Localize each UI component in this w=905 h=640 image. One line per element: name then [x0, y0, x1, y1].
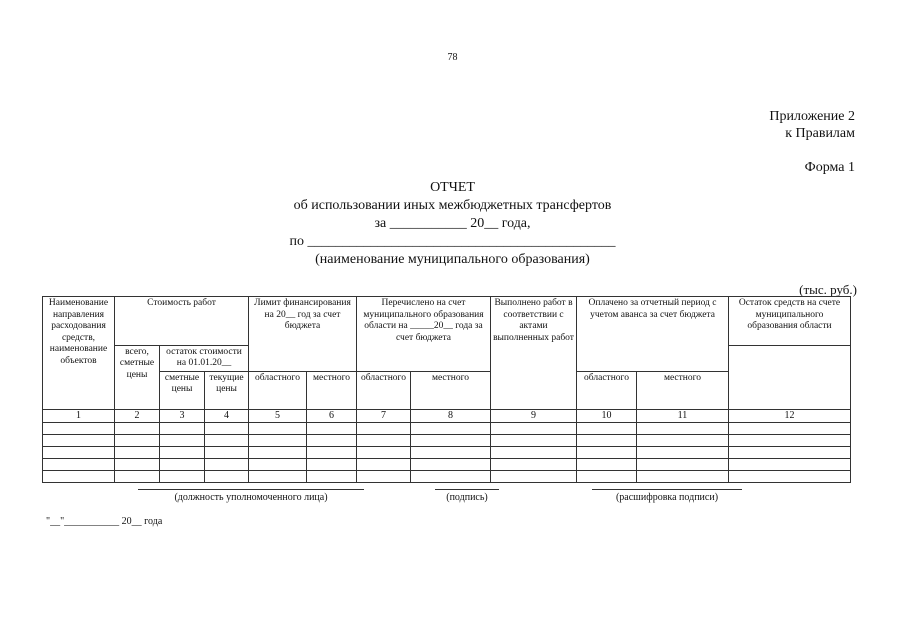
- header-limit-gap: [249, 345, 357, 371]
- col-number: 12: [729, 409, 851, 422]
- position-caption: (должность уполномоченного лица): [174, 492, 328, 503]
- appendix-line-1: Приложение 2: [769, 109, 855, 124]
- report-period: за ___________ 20__ года,: [374, 216, 531, 231]
- header-limit-regional: областного: [249, 371, 307, 409]
- report-municipality: по ____________________________________________: [289, 234, 616, 249]
- decode-caption: (расшифровка подписи): [615, 492, 719, 503]
- header-cost-rest: остаток стоимости на 01.01.20__: [160, 345, 249, 371]
- col-number: 8: [411, 409, 491, 422]
- col-number: 3: [160, 409, 205, 422]
- header-cost-rest-current: текущие цены: [205, 371, 249, 409]
- table-row: [43, 446, 851, 458]
- report-table: [42, 296, 851, 483]
- header-transferred-local: местного: [411, 371, 491, 409]
- position-signature-line: [138, 488, 364, 490]
- header-done: Выполнено работ в соответствии с актами выполненных работ: [491, 297, 577, 410]
- col-number: 4: [205, 409, 249, 422]
- col-number: 11: [637, 409, 729, 422]
- col-number: 6: [307, 409, 357, 422]
- header-transferred-gap: [357, 345, 491, 371]
- header-limit-local: местного: [307, 371, 357, 409]
- report-subtitle: об использовании иных межбюджетных трансфертов: [293, 198, 612, 213]
- table-row: [43, 470, 851, 482]
- unit-label: (тыс. руб.): [799, 282, 857, 297]
- table-row: [43, 422, 851, 434]
- table-row: [43, 458, 851, 470]
- form-label: Форма 1: [804, 160, 855, 175]
- column-numbers-row: [43, 409, 851, 422]
- col-number: 7: [357, 409, 411, 422]
- header-paid: Оплачено за отчетный период с учетом аванса за счет бюджета: [577, 297, 729, 346]
- header-transferred: Перечислено на счет муниципального образования области на _____20__ года за счет бюджета: [357, 297, 491, 346]
- col-number: 2: [115, 409, 160, 422]
- signature-caption: (подпись): [446, 492, 488, 503]
- header-limit: Лимит финансирования на 20__ год за счет бюджета: [249, 297, 357, 346]
- col-number: 10: [577, 409, 637, 422]
- header-paid-gap: [577, 345, 729, 371]
- col-number: 5: [249, 409, 307, 422]
- header-cost: Стоимость работ: [115, 297, 249, 346]
- date-line: "__"___________ 20__ года: [46, 516, 163, 527]
- header-balance: Остаток средств на счете муниципального образования области: [729, 297, 851, 346]
- decode-signature-line: [592, 488, 742, 490]
- col-number: 9: [491, 409, 577, 422]
- page-number: 78: [447, 52, 458, 63]
- header-transferred-regional: областного: [357, 371, 411, 409]
- header-cost-total: всего, сметные цены: [115, 345, 160, 409]
- table-row: [43, 434, 851, 446]
- col-number: 1: [43, 409, 115, 422]
- header-paid-regional: областного: [577, 371, 637, 409]
- signature-line: [435, 488, 499, 490]
- report-municipality-caption: (наименование муниципального образования): [315, 252, 590, 267]
- header-cost-rest-estimate: сметные цены: [160, 371, 205, 409]
- appendix-line-2: к Правилам: [785, 126, 855, 141]
- header-paid-local: местного: [637, 371, 729, 409]
- report-title: ОТЧЕТ: [430, 180, 475, 195]
- header-name: Наименование направления расходования средств, наименование объектов: [43, 297, 115, 410]
- header-balance-gap: [729, 345, 851, 409]
- appendix-note: [769, 108, 855, 142]
